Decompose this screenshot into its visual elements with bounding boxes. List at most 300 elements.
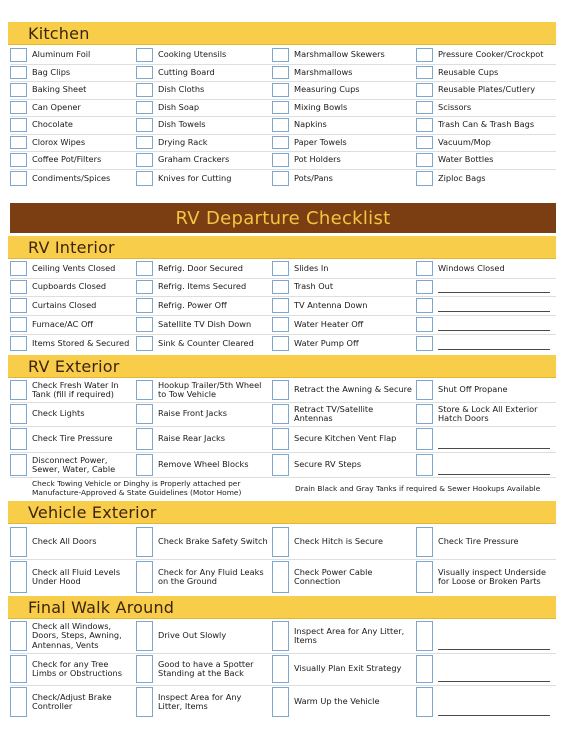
rv-interior-title: RV Interior	[28, 237, 115, 257]
checklist-item-label: Items Stored & Secured	[32, 337, 130, 348]
checklist-item-label: Can Opener	[32, 101, 81, 112]
checklist-row	[10, 81, 556, 99]
checklist-item	[136, 134, 272, 152]
checkbox[interactable]	[136, 101, 153, 115]
checkbox[interactable]	[416, 655, 433, 683]
checklist-item	[136, 452, 272, 478]
checklist-item	[416, 685, 556, 719]
checkbox[interactable]	[416, 454, 433, 476]
checkbox[interactable]	[416, 153, 433, 167]
rv-interior-header	[8, 236, 556, 259]
checklist-item	[416, 402, 556, 426]
checklist-item	[10, 525, 136, 559]
checklist-item-label: Pressure Cooker/Crockpot	[438, 49, 544, 59]
checklist-item-label: Graham Crackers	[158, 154, 230, 165]
checklist-item	[10, 134, 136, 152]
checklist-row	[10, 278, 556, 296]
checkbox[interactable]	[10, 404, 27, 424]
checklist-item-label: Water Heater Off	[294, 318, 364, 329]
checklist-item	[136, 378, 272, 402]
checkbox[interactable]	[272, 317, 289, 332]
checklist-item-label: Dish Soap	[158, 101, 200, 112]
checkbox[interactable]	[136, 136, 153, 150]
checklist-item-label: Napkins	[294, 119, 327, 129]
checkbox[interactable]	[136, 454, 153, 476]
checklist-item	[272, 116, 416, 134]
checkbox[interactable]	[272, 261, 289, 276]
departure-banner	[10, 203, 556, 233]
checklist-item	[10, 619, 136, 653]
checklist-item-label: Check Lights	[32, 408, 85, 419]
checklist-item-label: Check Hitch is Secure	[294, 536, 384, 547]
checklist-item	[136, 402, 272, 426]
checklist-item	[416, 334, 556, 353]
checklist-item	[10, 64, 136, 82]
checkbox[interactable]	[10, 101, 27, 115]
checkbox[interactable]	[136, 428, 153, 450]
checklist-item	[416, 169, 556, 188]
vehicle-exterior-title: Vehicle Exterior	[28, 502, 157, 522]
checklist-item	[272, 334, 416, 353]
checklist-item-label: Check/Adjust Brake Controller	[32, 691, 112, 711]
checkbox[interactable]	[272, 687, 289, 717]
checklist-item-label: Refrig. Items Secured	[158, 281, 247, 292]
checklist-item	[10, 259, 136, 278]
checkbox[interactable]	[272, 298, 289, 313]
checklist-item-label: Visually inspect Underside for Loose or Broken Parts	[438, 566, 547, 586]
checklist-item-label: Baking Sheet	[32, 84, 87, 94]
checkbox[interactable]	[272, 153, 289, 167]
checklist-item-label: Pots/Pans	[294, 172, 333, 183]
checklist-item	[272, 685, 416, 719]
checklist-row	[10, 685, 556, 719]
blank-write-in-line[interactable]	[438, 349, 550, 350]
checkbox[interactable]	[416, 48, 433, 62]
checklist-item-label: Check Tire Pressure	[438, 536, 519, 547]
checklist-item-label: Chocolate	[32, 119, 73, 129]
checkbox[interactable]	[136, 48, 153, 62]
final-walk-title: Final Walk Around	[28, 597, 175, 617]
kitchen-checklist	[10, 46, 556, 188]
checkbox[interactable]	[10, 280, 27, 294]
checklist-item	[136, 315, 272, 334]
checklist-item-label: Check for any Tree Limbs or Obstructions	[32, 658, 122, 678]
checkbox[interactable]	[136, 83, 153, 97]
checklist-item-label: Check Tire Pressure	[32, 433, 113, 444]
checklist-item-label: Drive Out Slowly	[158, 630, 227, 641]
checkbox[interactable]	[10, 298, 27, 313]
checklist-item	[136, 426, 272, 452]
checkbox[interactable]	[272, 118, 289, 132]
checkbox[interactable]	[272, 454, 289, 476]
checkbox[interactable]	[272, 655, 289, 683]
checklist-item	[272, 559, 416, 595]
checklist-item	[416, 151, 556, 169]
checklist-row	[10, 134, 556, 152]
checkbox[interactable]	[416, 336, 433, 351]
checklist-item	[416, 426, 556, 452]
checkbox[interactable]	[272, 280, 289, 294]
checklist-item-label: Shut Off Propane	[438, 384, 508, 395]
checklist-item	[416, 46, 556, 64]
checklist-item-label: Retract TV/Satellite Antennas	[294, 403, 374, 423]
checkbox[interactable]	[416, 83, 433, 97]
checklist-row	[10, 64, 556, 82]
checkbox[interactable]	[136, 153, 153, 167]
checklist-item-label: Clorox Wipes	[32, 136, 86, 147]
departure-banner-title: RV Departure Checklist	[175, 207, 391, 229]
checklist-item	[272, 99, 416, 117]
checkbox[interactable]	[10, 83, 27, 97]
checkbox[interactable]	[272, 336, 289, 351]
checklist-item	[272, 525, 416, 559]
checklist-item	[10, 426, 136, 452]
checkbox[interactable]	[416, 561, 433, 593]
checkbox[interactable]	[136, 621, 153, 651]
checklist-item	[10, 99, 136, 117]
checkbox[interactable]	[10, 171, 27, 186]
checklist-item	[136, 99, 272, 117]
checklist-item-label: Good to have a Spotter Standing at the Back	[158, 658, 254, 678]
checklist-item	[136, 619, 272, 653]
checklist-row	[10, 452, 556, 478]
checklist-item	[416, 619, 556, 653]
checklist-row	[10, 426, 556, 452]
checklist-item	[272, 378, 416, 402]
final-walk-header	[8, 596, 556, 619]
checkbox[interactable]	[136, 527, 153, 557]
checkbox[interactable]	[10, 317, 27, 332]
checklist-item	[136, 116, 272, 134]
checklist-item-label: Refrig. Door Secured	[158, 262, 243, 273]
checklist-item	[10, 116, 136, 134]
checklist-item-label: Check Fresh Water In Tank (fill if required)	[32, 379, 119, 399]
checklist-item-label: Knives for Cutting	[158, 172, 232, 183]
checkbox[interactable]	[272, 561, 289, 593]
checklist-row	[10, 151, 556, 169]
kitchen-header	[8, 22, 556, 45]
blank-write-in-line[interactable]	[438, 649, 550, 650]
checklist-item	[10, 278, 136, 296]
checklist-item	[136, 81, 272, 99]
checklist-item	[10, 334, 136, 353]
checkbox[interactable]	[416, 66, 433, 80]
checklist-item	[416, 81, 556, 99]
checkbox[interactable]	[416, 101, 433, 115]
checklist-item-label: Store & Lock All Exterior Hatch Doors	[438, 403, 538, 423]
checklist-item	[136, 151, 272, 169]
checklist-row	[10, 559, 556, 595]
checklist-item	[272, 151, 416, 169]
checkbox[interactable]	[136, 687, 153, 717]
checklist-item	[416, 296, 556, 315]
checkbox[interactable]	[272, 380, 289, 400]
checklist-item	[10, 653, 136, 685]
checkbox[interactable]	[136, 380, 153, 400]
checklist-row	[10, 402, 556, 426]
checkbox[interactable]	[136, 280, 153, 294]
checklist-item-label: Check Power Cable Connection	[294, 566, 373, 586]
checklist-item	[416, 378, 556, 402]
drain-tanks-note: Drain Black and Gray Tanks if required & Sewer Hookups Available	[295, 483, 541, 493]
blank-write-in-line[interactable]	[438, 448, 550, 449]
kitchen-title: Kitchen	[28, 23, 90, 43]
checklist-item	[416, 99, 556, 117]
checklist-row	[10, 259, 556, 278]
checklist-item-label: Coffee Pot/Filters	[32, 154, 102, 165]
checklist-item	[136, 525, 272, 559]
checklist-item	[272, 64, 416, 82]
checklist-row	[10, 116, 556, 134]
checklist-item-label: Marshmallows	[294, 66, 353, 77]
checkbox[interactable]	[136, 66, 153, 80]
checklist-item	[10, 296, 136, 315]
checklist-item-label: Vacuum/Mop	[438, 136, 491, 147]
checklist-item	[10, 452, 136, 478]
vehicle-exterior-checklist	[10, 525, 556, 595]
checkbox[interactable]	[10, 380, 27, 400]
checklist-row	[10, 315, 556, 334]
checklist-item-label: Hookup Trailer/5th Wheel to Tow Vehicle	[158, 379, 262, 399]
checklist-item-label: Curtains Closed	[32, 299, 97, 310]
checkbox[interactable]	[272, 171, 289, 186]
checklist-item	[136, 278, 272, 296]
checklist-item-label: Measuring Cups	[294, 84, 360, 94]
checklist-item-label: TV Antenna Down	[294, 299, 368, 310]
checklist-item	[136, 64, 272, 82]
checkbox[interactable]	[136, 561, 153, 593]
checklist-item-label: Check for Any Fluid Leaks on the Ground	[158, 566, 264, 586]
checklist-item	[136, 46, 272, 64]
checkbox[interactable]	[10, 136, 27, 150]
checklist-item-label: Dish Towels	[158, 119, 206, 129]
checkbox[interactable]	[416, 380, 433, 400]
checklist-item	[10, 81, 136, 99]
checkbox[interactable]	[272, 136, 289, 150]
checkbox[interactable]	[136, 317, 153, 332]
checklist-item-label: Bag Clips	[32, 66, 71, 77]
checklist-item	[272, 81, 416, 99]
checklist-item-label: Mixing Bowls	[294, 101, 348, 112]
checklist-item	[416, 525, 556, 559]
vehicle-exterior-header	[8, 501, 556, 524]
checklist-row	[10, 296, 556, 315]
checkbox[interactable]	[272, 428, 289, 450]
checkbox[interactable]	[272, 66, 289, 80]
checklist-row	[10, 334, 556, 353]
checkbox[interactable]	[416, 317, 433, 332]
checklist-item	[272, 134, 416, 152]
checklist-item	[272, 452, 416, 478]
rv-interior-checklist	[10, 259, 556, 353]
checkbox[interactable]	[416, 621, 433, 651]
checklist-item-label: Refrig. Power Off	[158, 299, 227, 310]
checkbox[interactable]	[272, 48, 289, 62]
checkbox[interactable]	[10, 118, 27, 132]
checklist-item-label: Cooking Utensils	[158, 49, 227, 59]
checklist-item-label: Check Brake Safety Switch	[158, 536, 268, 547]
checkbox[interactable]	[136, 336, 153, 351]
blank-write-in-line[interactable]	[438, 311, 550, 312]
checklist-item	[10, 315, 136, 334]
checklist-item-label: Trash Out	[294, 281, 334, 292]
checklist-item-label: Reusable Plates/Cutlery	[438, 84, 536, 94]
checkbox[interactable]	[136, 298, 153, 313]
checklist-item-label: Water Bottles	[438, 154, 494, 165]
checklist-row	[10, 525, 556, 559]
rv-exterior-wide-row	[10, 477, 556, 499]
checklist-row	[10, 619, 556, 653]
checklist-item-label: Raise Rear Jacks	[158, 433, 225, 444]
checklist-item	[136, 334, 272, 353]
checklist-item-label: Water Pump Off	[294, 337, 359, 348]
checklist-item	[136, 169, 272, 188]
checklist-item	[10, 378, 136, 402]
checklist-item	[416, 278, 556, 296]
checklist-item	[416, 559, 556, 595]
checklist-item	[272, 278, 416, 296]
blank-write-in-line[interactable]	[438, 474, 550, 475]
checklist-item	[272, 402, 416, 426]
checkbox[interactable]	[416, 280, 433, 294]
checkbox[interactable]	[10, 454, 27, 476]
checklist-item	[272, 315, 416, 334]
checklist-item	[10, 559, 136, 595]
checklist-item	[136, 296, 272, 315]
checklist-row	[10, 99, 556, 117]
checklist-item	[10, 46, 136, 64]
checkbox[interactable]	[416, 261, 433, 276]
checklist-item-label: Warm Up the Vehicle	[294, 696, 380, 707]
checkbox[interactable]	[136, 118, 153, 132]
checkbox[interactable]	[10, 527, 27, 557]
checklist-item-label: Marshmallow Skewers	[294, 49, 385, 59]
checkbox[interactable]	[272, 101, 289, 115]
checklist-item-label: Aluminum Foil	[32, 49, 91, 59]
checklist-item	[136, 259, 272, 278]
checklist-item-label: Drying Rack	[158, 136, 208, 147]
checklist-item	[10, 402, 136, 426]
checklist-item-label: Slides In	[294, 262, 329, 273]
checklist-item	[272, 296, 416, 315]
checkbox[interactable]	[136, 171, 153, 186]
checklist-item	[416, 116, 556, 134]
checkbox[interactable]	[272, 527, 289, 557]
checkbox[interactable]	[272, 621, 289, 651]
checklist-item-label: Secure RV Steps	[294, 459, 362, 470]
blank-write-in-line[interactable]	[438, 715, 550, 716]
checkbox[interactable]	[416, 298, 433, 313]
checkbox[interactable]	[416, 527, 433, 557]
checklist-row	[10, 46, 556, 64]
checklist-item-label: Condiments/Spices	[32, 172, 111, 183]
checklist-item-label: Cutting Board	[158, 66, 215, 77]
checklist-item	[272, 259, 416, 278]
checkbox[interactable]	[10, 261, 27, 276]
checkbox[interactable]	[10, 48, 27, 62]
checkbox[interactable]	[136, 404, 153, 424]
checklist-item-label: Scissors	[438, 101, 472, 112]
checkbox[interactable]	[416, 118, 433, 132]
checkbox[interactable]	[416, 428, 433, 450]
checkbox[interactable]	[10, 561, 27, 593]
checkbox[interactable]	[136, 261, 153, 276]
checklist-item-label: Raise Front Jacks	[158, 408, 227, 419]
checklist-item-label: Pot Holders	[294, 154, 341, 165]
checklist-item	[416, 452, 556, 478]
checkbox[interactable]	[416, 687, 433, 717]
blank-write-in-line[interactable]	[438, 292, 550, 293]
checklist-row	[10, 378, 556, 402]
checklist-item-label: Windows Closed	[438, 262, 505, 273]
final-walk-checklist	[10, 619, 556, 719]
checklist-item	[136, 685, 272, 719]
checklist-item-label: Inspect Area for Any Litter, Items	[158, 691, 242, 711]
checkbox[interactable]	[10, 687, 27, 717]
checklist-item	[272, 46, 416, 64]
checkbox[interactable]	[416, 404, 433, 424]
checklist-item	[416, 259, 556, 278]
checklist-row	[10, 653, 556, 685]
checklist-item-label: Visually Plan Exit Strategy	[294, 663, 402, 674]
checklist-item-label: Retract the Awning & Secure	[294, 384, 412, 395]
checklist-item	[272, 653, 416, 685]
rv-exterior-header	[8, 355, 556, 378]
checklist-item	[272, 426, 416, 452]
checklist-item-label: Ziploc Bags	[438, 172, 486, 183]
checklist-item-label: Paper Towels	[294, 136, 347, 147]
checklist-item-label: Satellite TV Dish Down	[158, 318, 252, 329]
checklist-item-label: Secure Kitchen Vent Flap	[294, 433, 397, 444]
checklist-item	[416, 653, 556, 685]
checklist-item	[272, 619, 416, 653]
checklist-item-label: Trash Can & Trash Bags	[438, 119, 535, 129]
checkbox[interactable]	[272, 83, 289, 97]
rv-exterior-title: RV Exterior	[28, 356, 120, 376]
checklist-item	[416, 315, 556, 334]
checklist-item-label: Check All Doors	[32, 536, 97, 547]
checkbox[interactable]	[10, 153, 27, 167]
checklist-item	[416, 134, 556, 152]
checkbox[interactable]	[10, 66, 27, 80]
checklist-item-label: Reusable Cups	[438, 66, 499, 77]
checkbox[interactable]	[10, 336, 27, 351]
checklist-item-label: Dish Cloths	[158, 84, 205, 94]
checklist-item	[272, 169, 416, 188]
checkbox[interactable]	[10, 655, 27, 683]
blank-write-in-line[interactable]	[438, 330, 550, 331]
checklist-item-label: Inspect Area for Any Litter, Items	[294, 625, 405, 645]
checklist-item-label: Furnace/AC Off	[32, 318, 94, 329]
checkbox[interactable]	[10, 621, 27, 651]
checklist-item-label: Remove Wheel Blocks	[158, 459, 249, 470]
checkbox[interactable]	[272, 404, 289, 424]
checkbox[interactable]	[416, 136, 433, 150]
checklist-item	[136, 653, 272, 685]
checklist-item	[10, 685, 136, 719]
checkbox[interactable]	[416, 171, 433, 186]
checklist-item-label: Check all Windows, Doors, Steps, Awning, Antennas, Vents	[32, 620, 122, 650]
checkbox[interactable]	[10, 428, 27, 450]
checklist-item	[10, 151, 136, 169]
checklist-item	[416, 64, 556, 82]
checklist-row	[10, 169, 556, 188]
checkbox[interactable]	[136, 655, 153, 683]
blank-write-in-line[interactable]	[438, 681, 550, 682]
checklist-item	[10, 169, 136, 188]
checklist-item-label: Check all Fluid Levels Under Hood	[32, 566, 121, 586]
checklist-item-label: Cupboards Closed	[32, 281, 107, 292]
